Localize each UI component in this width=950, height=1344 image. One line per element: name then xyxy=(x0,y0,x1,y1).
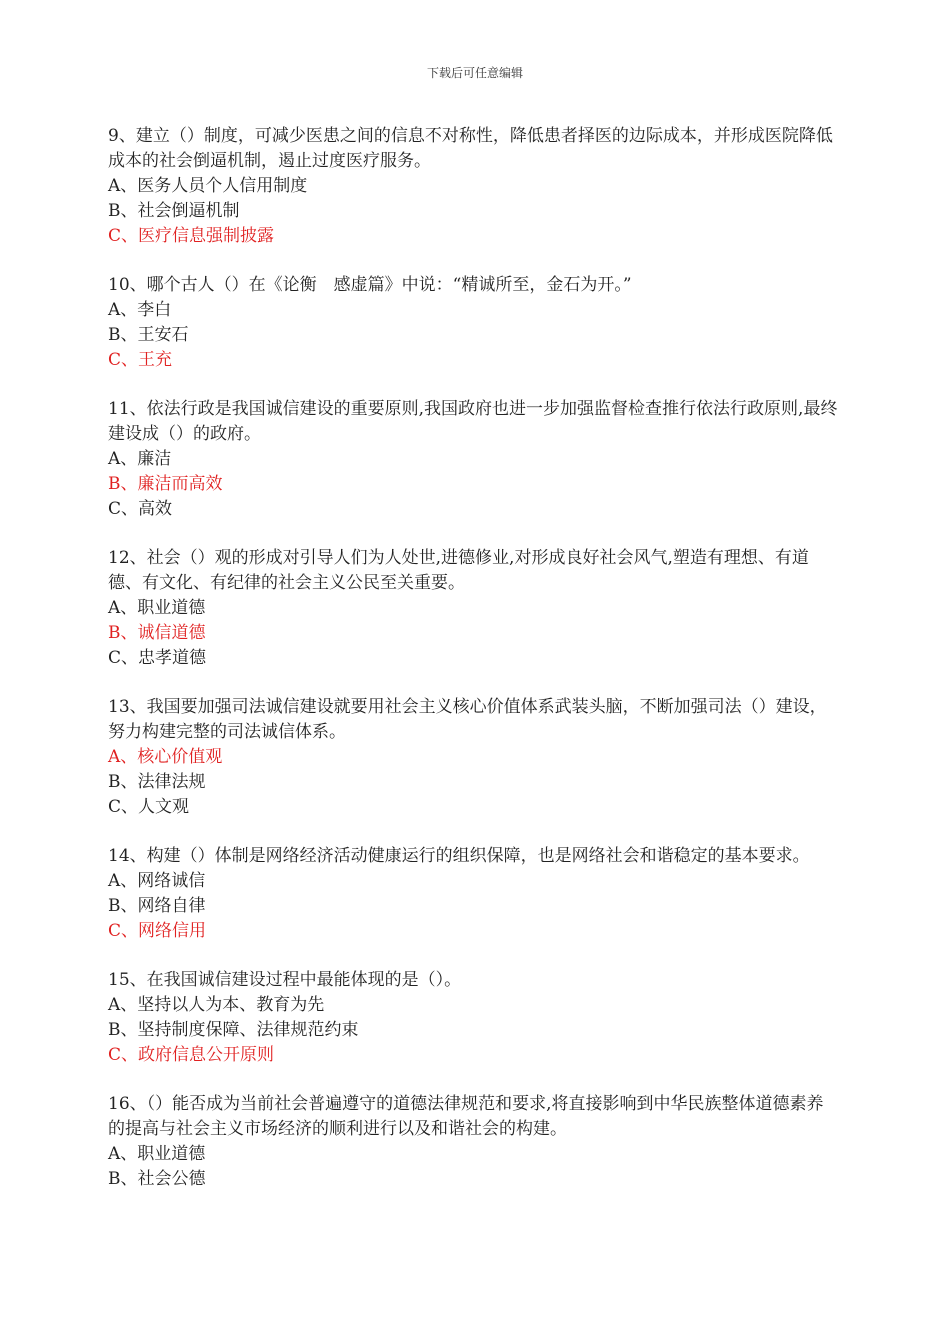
option-b: B、社会倒逼机制 xyxy=(108,201,240,221)
option-c: C、高效 xyxy=(108,499,173,519)
question-10 xyxy=(108,273,838,373)
page-header: 下载后可任意编辑 xyxy=(426,66,523,80)
question-14 xyxy=(108,844,838,944)
question-stem: 15、在我国诚信建设过程中最能体现的是（）。 xyxy=(108,970,462,990)
option-b: B、法律法规 xyxy=(108,772,206,792)
option-a: A、职业道德 xyxy=(108,598,206,618)
question-stem: 13、我国要加强司法诚信建设就要用社会主义核心价值体系武装头脑，不断加强司法（）建设，努力构建完整的司法诚信体系。 xyxy=(108,697,827,742)
question-stem: 11、依法行政是我国诚信建设的重要原则,我国政府也进一步加强监督检查推行依法行政原则,最终建设成（）的政府。 xyxy=(108,399,838,444)
question-stem: 14、构建（）体制是网络经济活动健康运行的组织保障，也是网络社会和谐稳定的基本要求。 xyxy=(108,846,810,866)
question-stem: 9、建立（）制度，可减少医患之间的信息不对称性，降低患者择医的边际成本，并形成医院降低成本的社会倒逼机制，遏止过度医疗服务。 xyxy=(108,126,833,171)
option-a: A、医务人员个人信用制度 xyxy=(108,176,308,196)
question-15 xyxy=(108,968,838,1068)
option-a: A、核心价值观 xyxy=(108,747,223,767)
option-b: B、廉洁而高效 xyxy=(108,474,223,494)
option-a: A、网络诚信 xyxy=(108,871,206,891)
option-c: C、王充 xyxy=(108,350,173,370)
question-list xyxy=(108,124,838,1216)
question-stem: 10、哪个古人（）在《论衡 感虚篇》中说：“精诚所至，金石为开。” xyxy=(108,275,632,295)
option-a: A、廉洁 xyxy=(108,449,172,469)
question-stem: 16、（）能否成为当前社会普遍遵守的道德法律规范和要求,将直接影响到中华民族整体道德素养的提高与社会主义市场经济的顺利进行以及和谐社会的构建。 xyxy=(108,1094,824,1139)
option-a: A、坚持以人为本、教育为先 xyxy=(108,995,325,1015)
option-c: C、人文观 xyxy=(108,797,190,817)
question-stem: 12、社会（）观的形成对引导人们为人处世,进德修业,对形成良好社会风气,塑造有理想、有道德、有文化、有纪律的社会主义公民至关重要。 xyxy=(108,548,809,593)
question-9 xyxy=(108,124,838,249)
option-c: C、政府信息公开原则 xyxy=(108,1045,275,1065)
question-13 xyxy=(108,695,838,820)
option-c: C、医疗信息强制披露 xyxy=(108,226,275,246)
option-b: B、坚持制度保障、法律规范约束 xyxy=(108,1020,359,1040)
option-b: B、网络自律 xyxy=(108,896,206,916)
option-b: B、王安石 xyxy=(108,325,189,345)
option-c: C、网络信用 xyxy=(108,921,207,941)
question-12 xyxy=(108,546,838,671)
question-16 xyxy=(108,1092,838,1192)
option-c: C、忠孝道德 xyxy=(108,648,207,668)
option-b: B、诚信道德 xyxy=(108,623,206,643)
option-b: B、社会公德 xyxy=(108,1169,206,1189)
question-11 xyxy=(108,397,838,522)
option-a: A、职业道德 xyxy=(108,1144,206,1164)
option-a: A、李白 xyxy=(108,300,172,320)
